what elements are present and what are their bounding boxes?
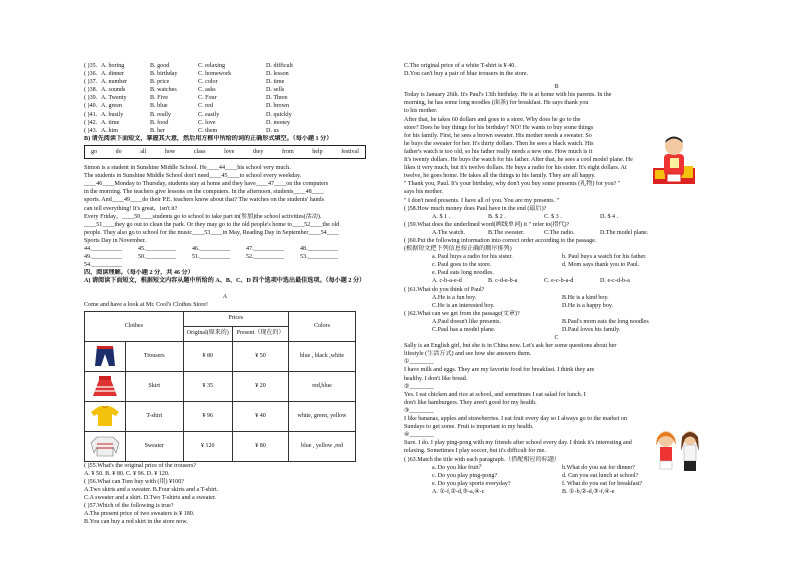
skirt-icon	[88, 375, 122, 397]
vocab-row	[84, 102, 366, 110]
option: C. e-c-b-a-d	[544, 278, 574, 285]
option: A.Paul doesn't like presents.	[432, 318, 501, 325]
word-box-word: do	[115, 148, 122, 155]
passage-line: I have milk and eggs. They are my favorite food for breakfast. I think they are	[404, 367, 595, 374]
table-row	[85, 371, 356, 401]
passage-a-questions-continued	[404, 62, 709, 78]
colors-cell: red,blue	[289, 371, 356, 401]
original-price: ¥ 80	[183, 341, 232, 371]
section-iv-subtitle: A) 请阅读下面短文，根据短文内容从题中所给的 A、B、C、D 四个选项中选出最佳选项。（每小题 2 分）	[84, 278, 366, 285]
option: d. Mom says thank you to Paul.	[562, 262, 640, 269]
passage-line: After that, he takes 60 dollars and goes to a store. Why does he go to the	[404, 116, 581, 123]
colors-cell: white, green, yellow	[289, 401, 356, 431]
passage-line: ②________	[404, 383, 434, 390]
present-price: ¥ 40	[232, 401, 288, 431]
options-row	[404, 253, 709, 261]
clothes-item: Sweater	[126, 431, 184, 461]
vocab-option-a: A. him	[101, 127, 118, 134]
answer-blank: 48.__________	[300, 245, 339, 252]
word-box-word: all	[140, 148, 147, 155]
option: f. What do you eat for breakfast?	[562, 480, 643, 487]
header-present: Present（现在的）	[232, 326, 288, 341]
vocab-row	[84, 78, 366, 86]
vocab-option-d: D. brown	[266, 103, 290, 110]
header-prices: Prices	[183, 311, 288, 326]
options-row	[404, 326, 709, 334]
vocab-row	[84, 111, 366, 119]
present-price: ¥ 20	[232, 371, 288, 401]
present-price: ¥ 80	[232, 431, 288, 461]
vocab-option-a: A. sounds	[101, 87, 126, 94]
vocab-option-c: C. color	[198, 79, 218, 86]
passage-line: in the morning. The teachers give lessons on the computers. In the afternoon, students____48____	[84, 189, 324, 196]
clothes-price-table	[84, 311, 356, 462]
vocab-option-d: D. quickly	[266, 111, 292, 118]
indent	[404, 326, 432, 334]
option: D.The model plane.	[600, 229, 649, 236]
options-row	[404, 318, 709, 326]
vocab-option-c: C. homework	[198, 71, 232, 78]
passage-line: ____46____Monday to Thursday, students stay at home and they have____47____on the computers	[84, 181, 329, 188]
header-colors: Colors	[289, 311, 356, 341]
option: A.The watch.	[432, 229, 465, 236]
passage-line: Simon is a student in Sunshine Middle School. He____44____his school very much.	[84, 165, 291, 172]
clothes-image-cell	[85, 341, 126, 371]
passage-line: Sure. I do. I play ping-pong with my friends after school every day. I think it's interesting and	[404, 440, 632, 447]
option: e. Paul eats long noodles.	[432, 270, 494, 277]
indent	[404, 253, 432, 261]
question-line: ( )61.What do you think of Paul?	[404, 286, 485, 293]
vocab-option-d: D. money	[266, 119, 291, 126]
question-line: D.You can't buy a pair of blue trousers in the store.	[404, 71, 529, 78]
present-price: ¥ 50	[232, 341, 288, 371]
option: B.He is a kind boy.	[562, 294, 609, 301]
answer-row	[84, 253, 366, 261]
vocab-row	[84, 70, 366, 78]
passage-line: ____51____they go out to clean the park. Or they may go to the old people's home to____52____the old	[84, 221, 340, 228]
answer-blank: 46.__________	[192, 245, 231, 252]
vocab-option-b: B. Five	[150, 95, 168, 102]
vocab-option-p: ( )43.	[84, 127, 98, 134]
tshirt-icon	[88, 405, 122, 427]
option: d. Can you eat lunch at school?	[562, 472, 639, 479]
table-row	[85, 341, 356, 371]
colors-cell: blue , yellow ,red	[289, 431, 356, 461]
word-box-word: how	[164, 148, 176, 155]
options-row	[404, 302, 709, 310]
indent	[404, 213, 432, 221]
option: a. Paul buys a radio for his sister.	[432, 254, 513, 261]
question-line: ( )60.Put the following information into correct order according to the passage.	[404, 237, 597, 244]
passage-line: sports. And____49____do their P.E. teachers know about that? The watches on the students' hands	[84, 197, 324, 204]
vocab-option-b: B. food	[150, 119, 169, 126]
question-line: (根据短文把下列信息按正确的顺序排列)	[404, 246, 512, 253]
option: B. ①-b,②-d,③-f,④-e	[562, 488, 615, 495]
vocab-option-p: ( )35.	[84, 63, 98, 69]
passage-line: morning, he has some long noodles (面条) for breakfast. He says thank you	[404, 100, 589, 107]
vocab-option-a: A. number	[101, 79, 128, 86]
vocab-option-b: B. birthday	[150, 71, 178, 78]
passage-line: father's watch is too old, so his father really needs a new one. How much is it	[404, 148, 593, 155]
passage-line: people. They also go to school for the music____53____in May, Reading Day in September____54____	[84, 229, 339, 236]
option: B.The sweater.	[488, 229, 525, 236]
option: D.He is a happy boy.	[562, 302, 614, 309]
passage-line: healthy. I don't like bread.	[404, 375, 468, 382]
option	[562, 269, 692, 277]
option: B.Paul's mom eats the long noodles	[562, 318, 649, 325]
passage-line: don't like hamburgers. They aren't good for my health.	[404, 399, 537, 406]
indent	[404, 229, 432, 237]
vocab-option-b: B. price	[150, 79, 170, 86]
clothes-image-cell	[85, 371, 126, 401]
section-b-title: B) 请先阅读下面短文，掌握其大意，然后用方框中所给的词的正确形式填空。（每小题 1 分）	[84, 135, 333, 142]
header-clothes: Clothes	[85, 311, 184, 341]
vocab-option-c: C. Four	[198, 95, 217, 102]
options-row	[404, 277, 709, 285]
vocab-row	[84, 127, 366, 135]
passage-line: relaxing. Sometimes I play soccer, but it's difficult for me.	[404, 448, 546, 455]
question-line: ( )59.What does the underlined word(画线单词) it " refer to(指代)?	[404, 221, 570, 228]
passage-line: to his mother.	[404, 108, 438, 115]
vocab-option-a: A. green	[101, 103, 122, 110]
options-row	[404, 488, 709, 496]
section-b-answer-blanks	[84, 245, 366, 269]
question-line: B.You can buy a red skirt in the store now.	[84, 519, 188, 526]
vocab-row	[84, 94, 366, 102]
passage-line: Sundays to get some. Fruit is important to my health.	[404, 424, 534, 431]
clothes-item: T-shirt	[126, 401, 184, 431]
options-row	[404, 261, 709, 269]
clothes-item: Trousers	[126, 341, 184, 371]
option: C.Paul has a model plane.	[432, 327, 496, 333]
word-box-word: love	[224, 148, 235, 155]
question-line: A.The present price of two sweaters is ¥ 180.	[84, 511, 195, 518]
option: C.The radio.	[544, 229, 575, 236]
vocab-option-d: D. difficult	[266, 63, 293, 69]
answer-row	[84, 261, 366, 269]
vocab-option-b: B. blue	[150, 103, 168, 110]
vocab-option-p: ( )40.	[84, 103, 98, 110]
original-price: ¥ 35	[183, 371, 232, 401]
vocab-option-p: ( )37.	[84, 79, 98, 86]
passage-line: can tell everything! It's great，isn't it?	[84, 205, 178, 212]
answer-blank: 52.__________	[246, 254, 285, 261]
option: c. Do you play ping-pong?	[432, 472, 498, 479]
header-original: Original(原来的)	[183, 326, 232, 341]
passage-line: The students in Sunshine Middle School don't need____45____to school every weekday.	[84, 173, 302, 180]
vocab-option-b: B. watches	[150, 87, 177, 94]
option: C. $ 3 .	[544, 213, 562, 220]
vocab-row	[84, 86, 366, 94]
question-line: A.Two skirts and a sweater. B.Four skirts and a T-shirt.	[84, 486, 219, 493]
passage-b-questions	[404, 205, 709, 335]
passage-a-label: A	[222, 294, 228, 301]
vocab-option-c: C. red	[198, 103, 213, 110]
table-row	[85, 401, 356, 431]
passage-line: for his family. First, he sees a brown sweater. His mother needs a sweater. So	[404, 132, 592, 139]
vocab-option-p: ( )39.	[84, 95, 98, 102]
option: e. Do you play sports everyday?	[432, 480, 511, 487]
vocabulary-options	[84, 62, 366, 135]
clothes-image-cell	[85, 431, 126, 461]
options-row	[404, 269, 709, 277]
passage-line: ④________	[404, 432, 434, 439]
vocab-option-c: C. asks	[198, 87, 216, 94]
vocab-option-c: C. easily	[198, 111, 220, 118]
vocab-option-c: C. them	[198, 127, 218, 134]
vocab-option-c: C. relaxing	[198, 63, 226, 69]
options-row	[404, 480, 709, 488]
passage-line: ③________	[404, 407, 434, 414]
option: A. $ 1 .	[432, 213, 451, 220]
options-row	[404, 229, 709, 237]
passage-line: ①________	[404, 359, 434, 366]
word-box-word: festival	[341, 148, 359, 155]
option: A. c-b-a-e-d	[432, 278, 462, 285]
answer-blank: 50.__________	[138, 254, 177, 261]
vocab-option-a: A. busily	[101, 111, 124, 118]
question-line: ( )63.Match the title with each paragraph.（搭配相应的标题）	[404, 456, 561, 463]
answer-blank: 47.__________	[246, 245, 285, 252]
question-line: ( )62.What can we get from the passage(文章)?	[404, 310, 520, 317]
passage-line: " Thank you, Paul. It's your birthday, why don't you buy some presents (礼物) for you? "	[404, 181, 621, 188]
word-box-word: help	[312, 148, 323, 155]
options-row	[404, 294, 709, 302]
vocab-option-b: B. really	[150, 111, 171, 118]
answer-blank: 54.__________	[84, 262, 123, 269]
boy-with-gifts-illustration	[651, 134, 697, 184]
passage-line: he buys the sweater for her. It's thirty dollars. Then he sees a black watch. His	[404, 140, 594, 147]
vocab-option-p: ( )42.	[84, 119, 98, 126]
indent	[404, 277, 432, 285]
word-box-word: from	[281, 148, 294, 155]
vocab-option-p: ( )38.	[84, 87, 98, 94]
passage-a-intro: Come and have a look at Mr. Cool's Clothes Store!	[84, 302, 208, 309]
vocab-row	[84, 119, 366, 127]
vocab-option-d: D. time	[266, 79, 285, 86]
passage-b-label: B	[554, 84, 559, 91]
passage-line: likes it very much, but it's twelve dollars. He buys a radio for his sister. It's eight dollars. At	[404, 165, 627, 172]
passage-line: Sports Day in November.	[84, 237, 146, 244]
indent	[404, 261, 432, 269]
passage-line: lifestyle (生活方式) and see how she answers them.	[404, 351, 532, 358]
indent	[404, 318, 432, 326]
vocab-option-d: D. us	[266, 127, 279, 134]
passage-line: It's twenty dollars. He buys the watch for his father. After that, he sees a cool model plane. He	[404, 157, 633, 164]
vocab-option-d: D. Three	[266, 95, 288, 102]
vocab-option-a: A. boring	[101, 63, 125, 69]
option: C.He is an interested boy.	[432, 302, 495, 309]
left-column	[84, 62, 366, 526]
passage-line: I like bananas, apples and strawberries. I eat fruit every day so I always go to the market on	[404, 416, 628, 423]
vocab-option-b: B. her	[150, 127, 165, 134]
option: D. $ 4 .	[600, 213, 619, 220]
right-column	[404, 62, 709, 496]
option: D.Paul loves his family.	[562, 327, 621, 333]
question-line: ( )55.What's the original price of the trousers?	[84, 462, 197, 469]
question-line: A. ¥ 50. B. ¥ 80. C. ¥ 96. D. ¥ 120.	[84, 470, 170, 477]
option: b.What do you eat for dinner?	[562, 464, 636, 471]
passage-line: Today is January 26th. It's Paul's 13th birthday. He is at home with his parents. In the	[404, 92, 612, 99]
answer-blank: 49.__________	[84, 254, 123, 261]
word-box-word: class	[193, 148, 206, 155]
option: A.He is a fun boy.	[432, 294, 477, 301]
sweater-icon	[88, 435, 122, 457]
trousers-icon	[88, 345, 122, 367]
indent	[404, 269, 432, 277]
option: c. Paul goes to the store.	[432, 262, 492, 269]
indent	[404, 294, 432, 302]
option: D. e-c-d-b-a	[600, 278, 630, 285]
word-box	[84, 145, 366, 159]
vocab-option-b: B. good	[150, 63, 170, 69]
vocab-option-d: D. sells	[266, 87, 285, 94]
option: a. Do you like fruit？	[432, 464, 485, 471]
indent	[404, 472, 432, 480]
question-line: C.The original price of a white T-shirt is ¥ 40.	[404, 63, 516, 69]
question-line: ( )56.What can Tom buy with (用) ¥100?	[84, 478, 184, 485]
indent	[404, 480, 432, 488]
section-b-passage	[84, 164, 366, 245]
original-price: ¥ 120	[183, 431, 232, 461]
passage-line: Yes. I eat chicken and rice at school, and sometimes I eat salad for lunch. I	[404, 391, 586, 398]
vocab-option-a: A. dinner	[101, 71, 125, 78]
answer-blank: 53.__________	[300, 254, 339, 261]
question-line: C.A sweater and a skirt. D.Two T-shirts and a sweater.	[84, 494, 217, 501]
passage-line: " I don't need presents. I have all of you. You are my presents. "	[404, 197, 559, 204]
option: B. c-d-e-b-a	[488, 278, 518, 285]
word-box-word: go	[91, 148, 97, 155]
section-iv-title: 四、阅读理解。（每小题 2 分，共 46 分）	[84, 270, 194, 277]
clothes-item: Skirt	[126, 371, 184, 401]
colors-cell: blue , black ,white	[289, 341, 356, 371]
passage-c-label: C	[554, 335, 559, 342]
indent	[404, 302, 432, 310]
vocab-option-c: C. love	[198, 119, 216, 126]
vocab-option-p: ( )36.	[84, 71, 98, 78]
clothes-image-cell	[85, 401, 126, 431]
option: A. ①-f,②-d,③-a,④-c	[432, 488, 485, 495]
word-box-word: they	[253, 148, 264, 155]
passage-line: says his mother.	[404, 189, 444, 196]
vocab-option-a: A. time	[101, 119, 120, 126]
answer-blank: 51.__________	[192, 254, 231, 261]
original-price: ¥ 96	[183, 401, 232, 431]
indent	[404, 464, 432, 472]
table-row	[85, 431, 356, 461]
passage-line: twelve, he goes home. He takes all the things to his family. They are all happy.	[404, 173, 596, 180]
option: B. $ 2 .	[488, 213, 506, 220]
passage-line: Every Friday，____50____students go to school to take part in(参加)the school activities(活动).	[84, 213, 322, 220]
vocab-row	[84, 62, 366, 70]
vocab-option-p: ( )41.	[84, 111, 98, 118]
indent	[404, 488, 432, 496]
answer-row	[84, 245, 366, 253]
passage-a-questions	[84, 462, 366, 527]
passage-line: store? Does he buy things for his birthday? NO! He wants to buy some things	[404, 124, 594, 131]
passage-line: Sally is an English girl, but she is in China now. Let's ask her some questions about her	[404, 343, 617, 350]
girl-character-illustration	[652, 429, 704, 473]
vocab-option-a: A. Twenty	[101, 95, 127, 102]
answer-blank: 44.__________	[84, 245, 123, 252]
options-row	[404, 213, 709, 221]
vocab-option-d: D. lesson	[266, 71, 289, 78]
option: b. Paul buys a watch for his father.	[562, 254, 647, 261]
question-line: ( )57.Which of the following is true?	[84, 503, 174, 509]
question-line: ( )58.How much money does Paul have in the end (最后)?	[404, 205, 547, 212]
answer-blank: 45.__________	[138, 245, 177, 252]
